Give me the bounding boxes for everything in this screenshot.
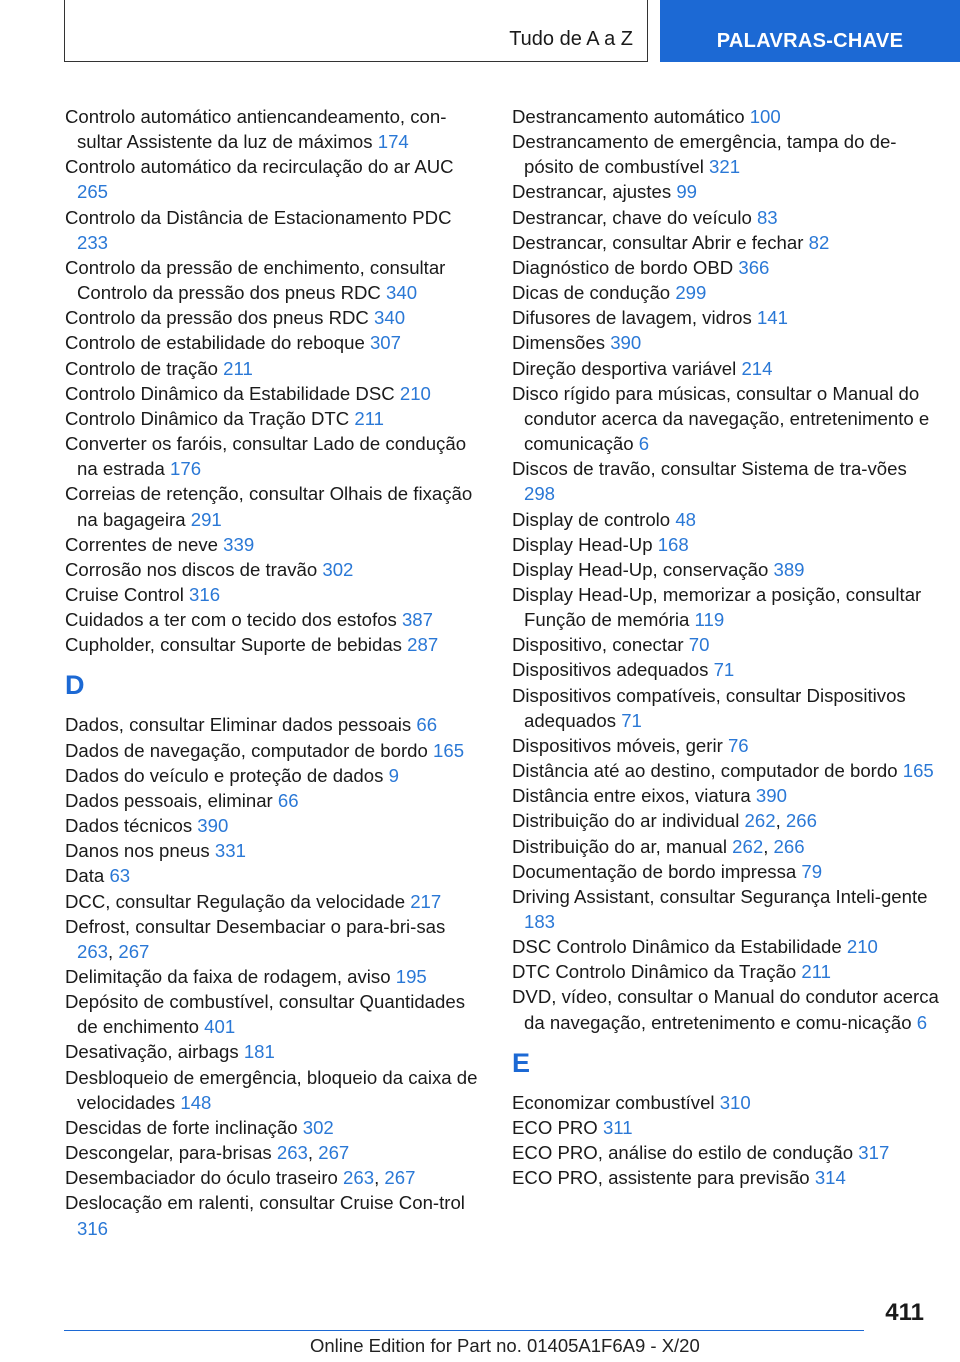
index-entry xyxy=(512,456,942,506)
index-entry-text: Discos de travão, consultar Sistema de tra‐vões xyxy=(512,458,907,480)
index-entry xyxy=(65,582,485,607)
index-entry-text: ECO PRO xyxy=(512,1116,598,1138)
index-entry xyxy=(65,813,485,838)
index-entry-text: Direção desportiva variável xyxy=(512,357,737,379)
index-entry-text: Desembaciador do óculo traseiro xyxy=(65,1167,338,1189)
page-reference-link[interactable]: 165 xyxy=(433,739,465,761)
page-reference-link[interactable]: 210 xyxy=(399,382,431,404)
page-reference-link[interactable]: 262 xyxy=(744,810,776,832)
index-entry-text: DVD, vídeo, consultar o Manual do condutor acerca da navegação, entretenimento e comu‐nicação xyxy=(512,986,939,1033)
index-entry: Distribuição do ar, manual 262, 266 xyxy=(512,835,805,857)
footer-edition: Online Edition for Part no. 01405A1F6A9 - X/20 xyxy=(310,1335,700,1356)
index-entry-text: Distribuição do ar individual xyxy=(512,810,740,832)
page-reference-link[interactable]: 100 xyxy=(749,106,781,127)
page-reference-link[interactable]: 265 xyxy=(77,181,109,203)
index-entry xyxy=(65,712,485,737)
index-entry-text: DTC Controlo Dinâmico da Tração xyxy=(512,961,797,983)
index-entry xyxy=(65,481,485,531)
index-entry-text: Controlo Dinâmico da Estabilidade DSC xyxy=(65,382,395,404)
index-entry-text: Dispositivos adequados xyxy=(512,659,709,681)
index-entry xyxy=(65,1190,485,1240)
page-reference-link[interactable]: 99 xyxy=(676,181,698,203)
index-entry-text: Economizar combustível xyxy=(512,1091,715,1113)
index-entry-text: Distância entre eixos, viatura xyxy=(512,785,751,807)
index-entry xyxy=(512,859,942,884)
index-entry xyxy=(65,381,485,406)
index-entry: Distribuição do ar individual 262, 266 xyxy=(512,810,817,832)
index-entry xyxy=(512,683,942,733)
index-entry xyxy=(65,557,485,582)
index-entry-text: Destrancar, chave do veículo xyxy=(512,206,752,228)
index-entry xyxy=(512,305,942,330)
page-reference-link[interactable]: 83 xyxy=(756,206,778,228)
page-reference-link[interactable]: 71 xyxy=(621,709,642,731)
index-entry xyxy=(512,758,942,783)
index-entry-text: Dicas de condução xyxy=(512,282,671,304)
index-entry xyxy=(512,1090,942,1115)
index-entry-text: Danos nos pneus xyxy=(65,840,210,862)
page-reference-link[interactable]: 298 xyxy=(524,483,556,505)
page-reference-link[interactable]: 176 xyxy=(170,458,202,480)
index-entry xyxy=(65,431,485,481)
page-reference-link[interactable]: 263 xyxy=(77,940,109,962)
page-reference-link[interactable]: 168 xyxy=(657,533,689,555)
page-reference-link[interactable]: 183 xyxy=(524,911,556,932)
index-entry-text: Dados pessoais, eliminar xyxy=(65,789,273,811)
index-entry-text: DSC Controlo Dinâmico da Estabilidade xyxy=(512,936,842,958)
index-entry-text: Deslocação em ralenti, consultar Cruise Con‐trol xyxy=(65,1192,465,1214)
index-entry xyxy=(512,129,942,179)
page-reference-link[interactable]: 71 xyxy=(713,659,735,681)
index-entry-text: Destrancamento automático xyxy=(512,106,745,127)
index-entry xyxy=(512,356,942,381)
index-entry xyxy=(65,255,485,305)
index-entry xyxy=(512,1140,942,1165)
index-entry xyxy=(512,984,942,1034)
index-entry-text: Dados do veículo e proteção de dados xyxy=(65,764,384,786)
index-entry xyxy=(65,1039,485,1064)
index-entry-text: Display de controlo xyxy=(512,508,671,530)
page-reference-link[interactable]: 316 xyxy=(189,583,221,605)
page-reference-link[interactable]: 266 xyxy=(773,835,805,857)
index-entry xyxy=(65,964,485,989)
index-entry-text: Cruise Control xyxy=(65,583,184,605)
page-reference-link[interactable]: 195 xyxy=(395,966,427,987)
page-reference-link[interactable]: 263 xyxy=(343,1167,375,1189)
page-reference-link[interactable]: 266 xyxy=(785,810,817,832)
index-entry-text: Controlo da pressão de enchimento, consultar Controlo da pressão dos pneus RDC xyxy=(65,256,446,304)
index-entry xyxy=(65,532,485,557)
page-reference-link[interactable]: 287 xyxy=(407,634,439,656)
index-entry-text: DCC, consultar Regulação da velocidade xyxy=(65,890,406,912)
index-entry xyxy=(65,305,485,330)
index-entry-text: Dados de navegação, computador de bordo xyxy=(65,739,428,761)
index-entry-text: Descongelar, para-brisas xyxy=(65,1142,272,1164)
index-entry-text: Descidas de forte inclinação xyxy=(65,1116,298,1138)
index-letter-heading: E xyxy=(512,1047,531,1078)
page-reference-link[interactable]: 214 xyxy=(741,357,773,379)
page-reference-link[interactable]: 66 xyxy=(416,714,438,736)
page-reference-link[interactable]: 267 xyxy=(318,1142,350,1164)
index-entry-text: Disco rígido para músicas, consultar o Manual do condutor acerca da navegação, entretenimento e comunicação xyxy=(512,382,930,455)
index-entry-text: Correias de retenção, consultar Olhais de fixação na bagageira xyxy=(65,483,473,530)
index-entry xyxy=(65,104,485,154)
page-reference-link[interactable]: 119 xyxy=(694,609,725,631)
page-reference-link[interactable]: 6 xyxy=(916,1011,928,1033)
page-reference-link[interactable]: 401 xyxy=(204,1016,236,1038)
page-reference-link[interactable]: 340 xyxy=(386,282,418,304)
index-entry xyxy=(65,607,485,632)
page-reference-link[interactable]: 181 xyxy=(243,1041,275,1063)
page-reference-link[interactable]: 63 xyxy=(109,865,131,887)
index-entry-text: Controlo automático da recirculação do ar AUC xyxy=(65,156,454,178)
page-number: 411 xyxy=(885,1299,924,1326)
index-entry xyxy=(512,507,942,532)
index-entry-text: Difusores de lavagem, vidros xyxy=(512,307,752,329)
index-entry-text: Controlo automático antiencandeamento, con‐sultar Assistente da luz de máximos xyxy=(65,106,447,153)
page-reference-link[interactable]: 70 xyxy=(688,634,710,656)
index-entry xyxy=(512,330,942,355)
page-reference-link[interactable]: 267 xyxy=(384,1167,416,1189)
index-entry xyxy=(512,783,942,808)
index-entry-text: Display Head-Up xyxy=(512,533,653,555)
index-entry xyxy=(65,406,485,431)
index-letter-heading: D xyxy=(65,670,85,701)
index-entry-text: Display Head-Up, conservação xyxy=(512,558,769,580)
index-entry xyxy=(65,838,485,863)
page-reference-link[interactable]: 390 xyxy=(755,785,787,807)
page-reference-link[interactable]: 267 xyxy=(118,940,150,962)
index-entry xyxy=(65,330,485,355)
index-entry-text: Destrancar, consultar Abrir e fechar xyxy=(512,231,804,253)
index-entry-text: Dispositivos móveis, gerir xyxy=(512,734,723,756)
index-entry-text: Dados, consultar Eliminar dados pessoais xyxy=(65,714,412,736)
index-entry-text: Diagnóstico de bordo OBD xyxy=(512,256,734,278)
index-entry-text: Controlo de estabilidade do reboque xyxy=(65,332,365,354)
keywords-tab-label: PALAVRAS-CHAVE xyxy=(716,30,904,52)
index-entry xyxy=(512,959,942,984)
index-entry xyxy=(65,989,485,1039)
index-entry: Defrost, consultar Desembaciar o para-bri‐sas 263, 267 xyxy=(65,915,446,962)
index-entry-text: Dispositivos compatíveis, consultar Dispositivos adequados xyxy=(512,684,906,731)
index-entry xyxy=(512,104,942,129)
index-entry-text: ECO PRO, análise do estilo de condução xyxy=(512,1142,854,1164)
index-entry-text: Defrost, consultar Desembaciar o para-bri‐sas xyxy=(65,915,446,937)
index-entry xyxy=(512,381,942,456)
page-reference-link[interactable]: 390 xyxy=(197,815,229,837)
page-reference-link[interactable]: 82 xyxy=(808,231,830,253)
page-reference-link[interactable]: 317 xyxy=(858,1142,890,1164)
page-reference-link[interactable]: 262 xyxy=(732,835,764,857)
section-title: Tudo de A a Z xyxy=(509,28,633,50)
page-reference-link[interactable]: 66 xyxy=(277,789,299,811)
index-entry-text: Delimitação da faixa de rodagem, aviso xyxy=(65,966,391,987)
index-entry-text: Desbloqueio de emergência, bloqueio da caixa de velocidades xyxy=(65,1066,478,1113)
index-entry-text: Dispositivo, conectar xyxy=(512,634,684,656)
page-reference-link[interactable]: 339 xyxy=(223,533,255,555)
index-entry xyxy=(65,154,485,204)
header-section-tab xyxy=(64,0,648,62)
index-column-left xyxy=(65,104,485,1241)
index-entry xyxy=(512,582,942,632)
index-entry xyxy=(512,632,942,657)
index-entry xyxy=(512,255,942,280)
index-entry-text: Controlo da Distância de Estacionamento PDC xyxy=(65,206,452,228)
index-entry-text: Cuidados a ter com o tecido dos estofos xyxy=(65,609,397,631)
index-entry-text: Distribuição do ar, manual xyxy=(512,835,727,857)
index-entry-text: Corrosão nos discos de travão xyxy=(65,558,318,580)
index-entry xyxy=(512,884,942,934)
page-reference-link[interactable]: 48 xyxy=(675,508,696,530)
page-reference-link[interactable]: 263 xyxy=(276,1142,308,1164)
index-entry xyxy=(65,632,485,657)
page-reference-link[interactable]: 340 xyxy=(374,307,406,329)
page-reference-link[interactable]: 6 xyxy=(638,433,650,455)
index-entry: Descongelar, para-brisas 263, 267 xyxy=(65,1142,350,1164)
index-column-right xyxy=(512,104,942,1190)
page-reference-link[interactable]: 366 xyxy=(738,256,770,278)
index-entry-text: Display Head-Up, memorizar a posição, consultar Função de memória xyxy=(512,583,922,631)
index-entry xyxy=(65,205,485,255)
index-entry-text: Controlo da pressão dos pneus RDC xyxy=(65,307,369,329)
index-entry xyxy=(65,788,485,813)
index-entry-text: Controlo de tração xyxy=(65,357,218,379)
index-entry-text: Correntes de neve xyxy=(65,533,218,555)
page-reference-link[interactable]: 310 xyxy=(719,1091,751,1113)
index-entry xyxy=(512,205,942,230)
index-entry xyxy=(512,230,942,255)
page-reference-link[interactable]: 311 xyxy=(602,1116,633,1138)
index-entry-text: Destrancamento de emergência, tampa do de‐pósito de combustível xyxy=(512,131,897,178)
index-entry xyxy=(65,889,485,914)
footer-divider xyxy=(64,1330,864,1331)
index-entry xyxy=(65,1115,485,1140)
index-entry xyxy=(512,733,942,758)
page-reference-link[interactable]: 211 xyxy=(223,357,253,379)
page-reference-link[interactable]: 331 xyxy=(214,840,246,862)
page-reference-link[interactable]: 233 xyxy=(77,231,109,253)
page-reference-link[interactable]: 165 xyxy=(902,760,934,782)
page-reference-link[interactable]: 174 xyxy=(377,131,409,153)
index-entry-text: Destrancar, ajustes xyxy=(512,181,672,203)
index-entry xyxy=(512,1115,942,1140)
page-reference-link[interactable]: 210 xyxy=(846,936,878,958)
index-entry-text: Desativação, airbags xyxy=(65,1041,239,1063)
index-entry xyxy=(65,738,485,763)
index-entry xyxy=(512,557,942,582)
page-reference-link[interactable]: 387 xyxy=(401,609,433,631)
page-reference-link[interactable]: 291 xyxy=(190,508,222,530)
page-reference-link[interactable]: 217 xyxy=(410,890,442,912)
index-entry-text: Depósito de combustível, consultar Quantidades de enchimento xyxy=(65,991,465,1038)
page-reference-link[interactable]: 389 xyxy=(773,558,805,580)
index-entry-text: Dados técnicos xyxy=(65,815,193,837)
index-entry-text: Driving Assistant, consultar Segurança Inteli‐gente xyxy=(512,885,928,907)
index-entry xyxy=(512,1165,942,1190)
index-entry xyxy=(512,280,942,305)
page-reference-link[interactable]: 79 xyxy=(801,860,823,882)
page-reference-link[interactable]: 302 xyxy=(322,558,354,580)
page-reference-link[interactable]: 211 xyxy=(801,961,832,983)
index-entry-text: Converter os faróis, consultar Lado de condução na estrada xyxy=(65,433,467,480)
index-entry-text: Distância até ao destino, computador de bordo xyxy=(512,760,898,782)
index-entry-text: Cupholder, consultar Suporte de bebidas xyxy=(65,634,402,656)
index-entry xyxy=(65,863,485,888)
page-reference-link[interactable]: 302 xyxy=(302,1116,334,1138)
index-entry xyxy=(512,532,942,557)
index-entry xyxy=(512,934,942,959)
page-reference-link[interactable]: 314 xyxy=(814,1167,846,1189)
page-reference-link[interactable]: 321 xyxy=(709,156,741,178)
page-reference-link[interactable]: 316 xyxy=(77,1217,109,1239)
page-reference-link[interactable]: 148 xyxy=(180,1091,212,1113)
header-keywords-tab[interactable] xyxy=(660,0,960,62)
index-entry xyxy=(65,763,485,788)
page-reference-link[interactable]: 299 xyxy=(675,282,707,304)
page-reference-link[interactable]: 76 xyxy=(727,734,749,756)
page-reference-link[interactable]: 390 xyxy=(610,332,642,354)
page-reference-link[interactable]: 141 xyxy=(756,307,788,329)
index-entry-text: Dimensões xyxy=(512,332,606,354)
page-reference-link[interactable]: 307 xyxy=(369,332,401,354)
index-entry xyxy=(512,657,942,682)
index-entry-text: Controlo Dinâmico da Tração DTC xyxy=(65,407,350,429)
index-entry xyxy=(65,356,485,381)
index-entry-text: ECO PRO, assistente para previsão xyxy=(512,1167,810,1189)
index-entry-text: Documentação de bordo impressa xyxy=(512,860,797,882)
index-entry xyxy=(512,179,942,204)
index-entry xyxy=(65,1065,485,1115)
index-entry-text: Data xyxy=(65,865,105,887)
page-reference-link[interactable]: 9 xyxy=(388,764,399,786)
page-reference-link[interactable]: 211 xyxy=(354,407,385,429)
index-entry: Desembaciador do óculo traseiro 263, 267 xyxy=(65,1167,416,1189)
